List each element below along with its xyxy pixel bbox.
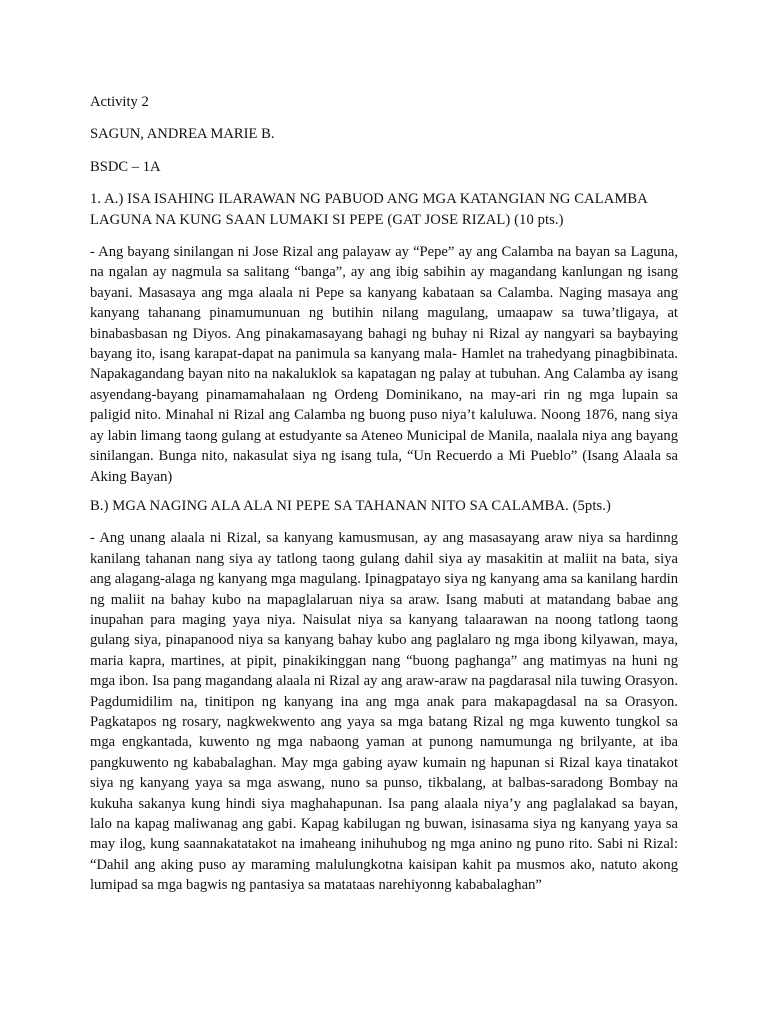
section-label: BSDC – 1A xyxy=(90,158,161,175)
activity-title: Activity 2 xyxy=(90,94,149,110)
question-a-heading: 1. A.) ISA ISAHING ILARAWAN NG PABUOD ANG MGA KATANGIAN NG CALAMBA LAGUNA NA KUNG SAAN LUMAKI SI PEPE (GAT JOSE RIZAL) (10 pts.) xyxy=(90,191,648,228)
question-b-heading: B.) MGA NAGING ALA ALA NI PEPE SA TAHANAN NITO SA CALAMBA. (5pts.) xyxy=(90,497,611,514)
answer-a-paragraph: - Ang bayang sinilangan ni Jose Rizal ang palayaw ay “Pepe” ay ang Calamba na bayan sa Laguna, na ngalan ay nagmula sa salitang “banga”, ay ang ibig sabihin ay magandang kanlungan ng isang bayani. Masasaya ang mga alaala ni Pepe sa kanyang kabataan sa Calamba. Naging masaya ang kanyang tahanang pinamumunuan ng butihin nilang magulang, umaapaw sa tuwa’tligaya, at binabasbasan ng Diyos. Ang pinakamasayang bahagi ng buhay ni Rizal ay nangyari sa baybaying bayang ito, isang karapat-dapat na panimula sa kanyang mala- Hamlet na trahedyang pinagbibinata. Napakagandang bayan nito na nakaluklok sa kapatagan ng palay at tubuhan. Ang Calamba ay isang asyendang-bayang pinamamahalaan ng Ordeng Dominikano, na may-ari rin ng mga lupain sa paligid nito. Minahal ni Rizal ang Calamba ng buong puso niya’t kaluluwa. Noong 1876, nang siya ay labin limang taong gulang at estudyante sa Ateneo Municipal de Manila, naalala niya ang bayang sinilangan. Bunga nito, nakasulat siya ng isang tula, “Un Recuerdo a Mi Pueblo” (Isang Alaala sa Aking Bayan) xyxy=(90,244,678,485)
student-name: SAGUN, ANDREA MARIE B. xyxy=(90,126,275,143)
answer-b-paragraph: - Ang unang alaala ni Rizal, sa kanyang kamusmusan, ay ang masasayang araw niya sa hardinng kanilang tahanan nang siya ay tatlong taong gulang dahil siya ay masakitin at maliit na bata, siya ang alagang-alaga ng kanyang mga magulang. Ipinagpatayo siya ng kanyang ama sa kanilang hardin ng maliit na bahay kubo na mapaglalaruan niya sa araw. Isang mabuti at matandang babae ang inupahan para maging yaya niya. Naisulat niya sa kanyang talaarawan na noong tatlong taong gulang siya, pinapanood niya sa kanyang bahay kubo ang paglalaro ng mga ibong kilyawan, maya, maria kapra, martines, at pipit, pinakikinggan nang “buong paghanga” ang matimyas na huni ng mga ibon. Isa pang magandang alaala ni Rizal ay ang araw-araw na pagdarasal nila tuwing Orasyon. Pagdumidilim na, tinitipon ng kanyang ina ang mga anak para makapagdasal na sa Orasyon. Pagkatapos ng rosary, nagkwekwento ang yaya sa mga batang Rizal ng mga kuwento tungkol sa mga engkantada, kuwento ng mga nabaong yaman at punong namumunga ng brilyante, at iba pangkuwento ng kababalaghan. May mga gabing ayaw kumain ng hapunan si Rizal kaya tinatakot siya ng kanyang yaya sa mga aswang, nuno sa punso, tikbalang, at balbas-saradong Bombay na kukuha sakanya kung hindi siya maghahapunan. Isa pang alaala niya’y ang paglalakad sa bayan, lalo na kapag maliwanag ang gabi. Kapag kabilugan ng buwan, isinasama siya ng kanyang yaya sa may ilog, kung saannakatatakot na imaheang inihuhubog ng mga anino ng puno rito. Sabi ni Rizal: “Dahil ang aking puso ay maraming malulungkotna kaisipan kahit pa musmos ako, natuto akong lumipad sa mga bagwis ng pantasiya sa matataas narehiyonng kababalaghan” xyxy=(90,530,678,894)
document-page xyxy=(90,92,678,905)
